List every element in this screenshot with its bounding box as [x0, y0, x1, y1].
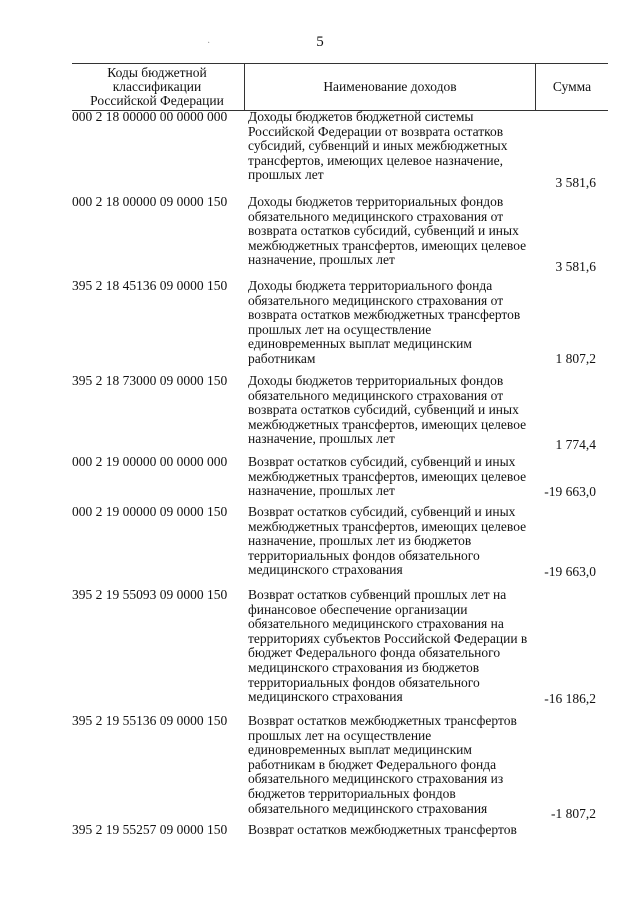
budget-code: 395 2 19 55093 09 0000 150	[72, 587, 228, 602]
revenue-name-line: обязательного медицинского страхования	[248, 800, 488, 816]
amount: -19 663,0	[544, 564, 596, 579]
revenue-name-line: Доходы бюджетов территориальных фондов	[248, 373, 504, 388]
revenue-name-line: межбюджетных трансфертов, имеющих целевое	[248, 518, 527, 534]
revenue-name-line: назначение, прошлых лет	[248, 252, 395, 268]
amount: 3 581,6	[555, 175, 596, 190]
revenue-name-line: назначение, прошлых лет	[248, 431, 395, 447]
header-code-column	[72, 66, 242, 108]
revenue-name-line: бюджетов территориальных фондов	[248, 785, 456, 801]
amount: 1 807,2	[555, 351, 596, 366]
budget-code: 000 2 18 00000 00 0000 000	[72, 109, 228, 124]
revenue-name-line: Доходы бюджета территориального фонда	[248, 278, 493, 293]
revenue-name-line: единовременных выплат медицинским	[248, 742, 472, 758]
revenue-name-line: возврата остатков субсидий, субвенций и иных	[248, 402, 519, 418]
revenue-name-line: Доходы бюджетов территориальных фондов	[248, 194, 504, 209]
revenue-name-line: медицинского страхования из бюджетов	[248, 659, 480, 675]
revenue-name-line: обязательного медицинского страхования от	[248, 208, 504, 224]
revenue-table	[72, 63, 608, 837]
amount: -19 663,0	[544, 484, 596, 499]
budget-code: 395 2 19 55136 09 0000 150	[72, 713, 228, 728]
revenue-name	[248, 195, 534, 268]
revenue-name-line: Возврат остатков субвенций прошлых лет на	[248, 587, 507, 602]
revenue-name-line: Возврат остатков субсидий, субвенций и иных	[248, 504, 516, 519]
budget-code: 000 2 19 00000 09 0000 150	[72, 504, 228, 519]
header-sum-column: Сумма	[552, 79, 592, 94]
revenue-name-line: обязательного медицинского страхования на	[248, 616, 504, 632]
header-code-line: Коды бюджетной	[107, 65, 207, 80]
revenue-name-line: назначение, прошлых лет из бюджетов	[248, 533, 472, 549]
revenue-name-line: территориальных фондов обязательного	[248, 547, 480, 563]
revenue-name-line: финансовое обеспечение организации	[248, 601, 468, 617]
revenue-name-line: бюджет Федерального фонда обязательного	[248, 645, 501, 661]
revenue-name-line: Возврат остатков субсидий, субвенций и иных	[248, 454, 516, 469]
revenue-name	[248, 110, 534, 183]
revenue-name	[248, 714, 534, 816]
budget-code: 395 2 18 73000 09 0000 150	[72, 373, 228, 388]
revenue-name-line: межбюджетных трансфертов, имеющих целевое	[248, 468, 527, 484]
revenue-name-line: работникам	[248, 350, 316, 366]
header-code-line: Российской Федерации	[90, 93, 224, 108]
header-code-line: классификации	[112, 79, 202, 94]
revenue-name	[248, 823, 534, 838]
revenue-name-line: прошлых лет на осуществление	[248, 727, 432, 743]
revenue-name-line: прошлых лет	[248, 167, 324, 183]
amount: 3 581,6	[555, 259, 596, 274]
budget-code: 395 2 18 45136 09 0000 150	[72, 278, 228, 293]
amount: -16 186,2	[544, 691, 596, 706]
revenue-name-line: территориальных фондов обязательного	[248, 674, 480, 690]
budget-code: 000 2 18 00000 09 0000 150	[72, 194, 228, 209]
scan-speck: ·	[207, 38, 211, 49]
revenue-name-line: обязательного медицинского страхования от	[248, 387, 504, 403]
revenue-name-line: возврата остатков межбюджетных трансфертов	[248, 307, 521, 323]
table-header	[72, 63, 608, 111]
revenue-name	[248, 588, 534, 705]
revenue-name	[248, 455, 534, 499]
revenue-name	[248, 279, 534, 367]
revenue-name-line: Доходы бюджетов бюджетной системы	[248, 109, 474, 124]
revenue-name-line: назначение, прошлых лет	[248, 483, 395, 499]
page-number: 5	[316, 34, 324, 50]
header-name-column: Наименование доходов	[244, 64, 536, 110]
revenue-name-line: единовременных выплат медицинским	[248, 336, 472, 352]
revenue-name-line: обязательного медицинского страхования от	[248, 292, 504, 308]
revenue-name-line: прошлых лет на осуществление	[248, 321, 432, 337]
revenue-name-line: межбюджетных трансфертов, имеющих целевое	[248, 237, 527, 253]
revenue-name-line: обязательного медицинского страхования из	[248, 771, 504, 787]
revenue-name-line: медицинского страхования	[248, 689, 403, 705]
revenue-name-line: Возврат остатков межбюджетных трансфертов	[248, 713, 517, 728]
budget-code: 000 2 19 00000 00 0000 000	[72, 454, 228, 469]
amount: 1 774,4	[555, 437, 596, 452]
budget-code: 395 2 19 55257 09 0000 150	[72, 822, 228, 837]
revenue-name-line: территориях субъектов Российской Федерации в	[248, 630, 528, 646]
amount: -1 807,2	[551, 806, 596, 821]
revenue-name-line: медицинского страхования	[248, 562, 403, 578]
revenue-name-line: межбюджетных трансфертов, имеющих целевое	[248, 416, 527, 432]
revenue-name-line: работникам в бюджет Федерального фонда	[248, 756, 497, 772]
revenue-name-line: трансфертов, имеющих целевое назначение,	[248, 152, 504, 168]
revenue-name	[248, 374, 534, 447]
revenue-name-line: возврата остатков субсидий, субвенций и иных	[248, 223, 519, 239]
revenue-name-line: субсидий, субвенций и иных межбюджетных	[248, 138, 508, 154]
revenue-name-line: Возврат остатков межбюджетных трансфертов	[248, 822, 517, 837]
revenue-name	[248, 505, 534, 578]
revenue-name-line: Российской Федерации от возврата остатков	[248, 123, 504, 139]
